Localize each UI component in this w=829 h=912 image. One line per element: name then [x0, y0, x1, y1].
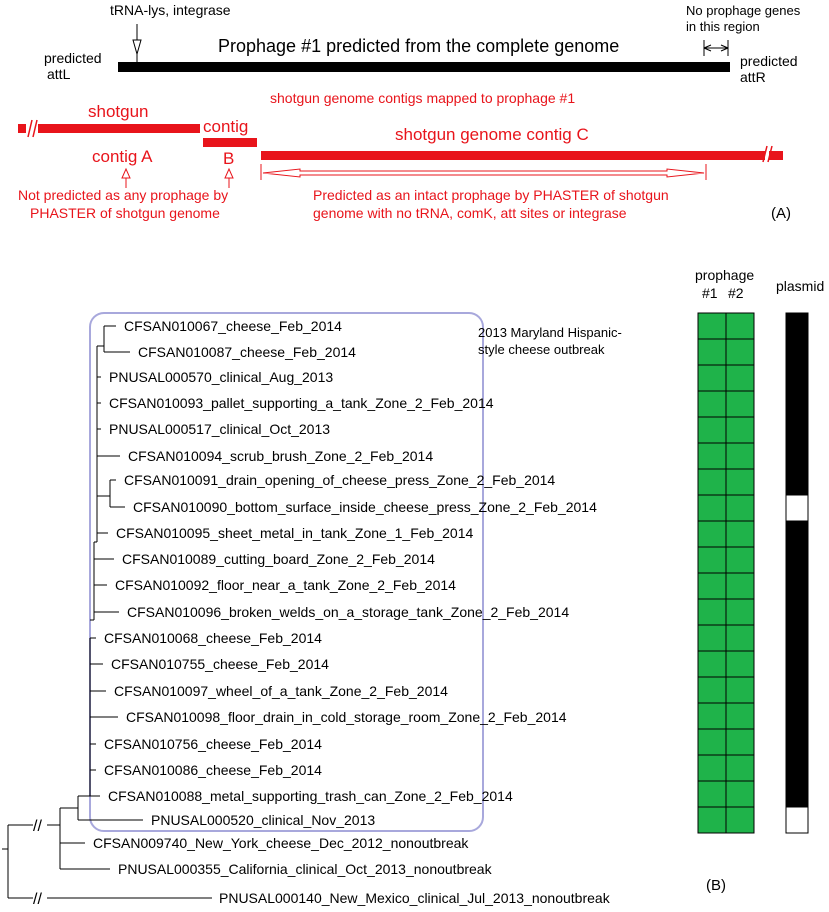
- prophage-2-cell: [726, 365, 754, 391]
- panel-a: [18, 2, 801, 222]
- plasmid-cell: [786, 651, 808, 677]
- no-prophage-label-1: No prophage genes: [686, 3, 801, 18]
- contig-c-label: shotgun genome contig C: [395, 125, 589, 144]
- taxon-label: CFSAN010093_pallet_supporting_a_tank_Zone_2_Feb_2014: [109, 395, 494, 411]
- prophage-2-cell: [726, 625, 754, 651]
- plasmid-cell: [786, 781, 808, 807]
- outbreak-box: [90, 313, 483, 831]
- plasmid-cell: [786, 469, 808, 495]
- contig-b-label-1: contig: [203, 117, 249, 136]
- prophage-1-cell: [698, 729, 726, 755]
- prophage-1-cell: [698, 391, 726, 417]
- branch-break-top: //: [33, 818, 42, 835]
- taxon-label: CFSAN010086_cheese_Feb_2014: [104, 762, 322, 778]
- prophage-2-cell: [726, 755, 754, 781]
- prophage-1-cell: [698, 443, 726, 469]
- panel-b-label: (B): [706, 877, 726, 894]
- prophage-2-cell: [726, 781, 754, 807]
- plasmid-cell: [786, 807, 808, 833]
- branch-break-bottom: //: [33, 891, 42, 908]
- contig-b-label-2: B: [223, 149, 235, 168]
- prophage-1-cell: [698, 547, 726, 573]
- note-ab-line-1: Not predicted as any prophage by: [18, 187, 229, 203]
- prophage-1-cell: [698, 625, 726, 651]
- taxon-label: CFSAN010067_cheese_Feb_2014: [124, 318, 342, 334]
- prophage-1-cell: [698, 469, 726, 495]
- plasmid-cell: [786, 599, 808, 625]
- taxon-label: CFSAN010089_cutting_board_Zone_2_Feb_2014: [122, 551, 435, 567]
- presence-grid: [698, 313, 808, 833]
- double-arrow-icon: [704, 45, 728, 51]
- prophage-2-cell: [726, 495, 754, 521]
- taxon-label: CFSAN010092_floor_near_a_tank_Zone_2_Feb_2014: [115, 577, 456, 593]
- taxon-label: CFSAN010095_sheet_metal_in_tank_Zone_1_Feb_2014: [116, 525, 474, 541]
- prophage-genome-bar: [118, 62, 730, 72]
- taxon-label: CFSAN010098_floor_drain_in_cold_storage_room_Zone_2_Feb_2014: [126, 709, 567, 725]
- plasmid-header: plasmid: [776, 278, 825, 294]
- attr-label-1: predicted: [740, 53, 798, 69]
- prophage-1-cell: [698, 703, 726, 729]
- prophage-1-cell: [698, 781, 726, 807]
- panel-a-label: (A): [771, 205, 791, 222]
- prophage-2-cell: [726, 391, 754, 417]
- contig-a-arrow-icon: [122, 169, 130, 188]
- prophage-2-cell: [726, 547, 754, 573]
- taxon-label: CFSAN010756_cheese_Feb_2014: [104, 736, 322, 752]
- taxon-label: CFSAN010755_cheese_Feb_2014: [111, 656, 329, 672]
- prophage-2-cell: [726, 469, 754, 495]
- taxon-label: PNUSAL000517_clinical_Oct_2013: [109, 421, 331, 437]
- prophage-1-cell: [698, 495, 726, 521]
- taxon-label: PNUSAL000570_clinical_Aug_2013: [109, 369, 334, 385]
- prophage-2-header: #2: [728, 285, 744, 301]
- taxon-label: PNUSAL000355_California_clinical_Oct_2013_nonoutbreak: [118, 861, 492, 877]
- prophage-1-cell: [698, 417, 726, 443]
- prophage-1-cell: [698, 651, 726, 677]
- outbreak-label-2: style cheese outbreak: [478, 342, 605, 357]
- outbreak-label-1: 2013 Maryland Hispanic-: [478, 325, 622, 340]
- plasmid-cell: [786, 495, 808, 521]
- prophage-2-cell: [726, 677, 754, 703]
- taxon-label: CFSAN010094_scrub_brush_Zone_2_Feb_2014: [128, 448, 434, 464]
- plasmid-cell: [786, 521, 808, 547]
- taxon-label: CFSAN010068_cheese_Feb_2014: [104, 630, 322, 646]
- taxon-label: CFSAN010096_broken_welds_on_a_storage_tank_Zone_2_Feb_2014: [127, 604, 570, 620]
- taxon-label: CFSAN009740_New_York_cheese_Dec_2012_nonoutbreak: [93, 835, 469, 851]
- taxon-label: CFSAN010088_metal_supporting_trash_can_Zone_2_Feb_2014: [108, 788, 513, 804]
- plasmid-cell: [786, 339, 808, 365]
- prophage-1-header: #1: [702, 285, 718, 301]
- plasmid-cell: [786, 573, 808, 599]
- prophage-1-cell: [698, 755, 726, 781]
- plasmid-cell: [786, 443, 808, 469]
- trna-label: tRNA-lys, integrase: [110, 2, 231, 18]
- prophage-2-cell: [726, 339, 754, 365]
- note-ab-line-2: PHASTER of shotgun genome: [30, 205, 220, 221]
- attl-label-1: predicted: [44, 50, 102, 66]
- contig-b-bar: [203, 138, 257, 147]
- prophage-1-cell: [698, 365, 726, 391]
- plasmid-cell: [786, 313, 808, 339]
- plasmid-cell: [786, 417, 808, 443]
- contig-c-range-arrow-icon: [263, 169, 704, 177]
- plasmid-cell: [786, 365, 808, 391]
- prophage-2-cell: [726, 521, 754, 547]
- plasmid-cell: [786, 729, 808, 755]
- taxon-label: CFSAN010091_drain_opening_of_cheese_press_Zone_2_Feb_2014: [124, 472, 556, 488]
- prophage-2-cell: [726, 313, 754, 339]
- contig-a-label-1: shotgun: [88, 102, 149, 121]
- no-prophage-label-2: in this region: [686, 19, 760, 34]
- contig-c-bar: [261, 151, 765, 160]
- prophage-title: Prophage #1 predicted from the complete genome: [218, 36, 620, 56]
- prophage-1-cell: [698, 339, 726, 365]
- contig-b-arrow-icon: [225, 169, 233, 188]
- prophage-2-cell: [726, 729, 754, 755]
- prophage-header: prophage: [695, 267, 755, 283]
- taxon-label: PNUSAL000520_clinical_Nov_2013: [151, 812, 376, 828]
- prophage-2-cell: [726, 599, 754, 625]
- trna-arrow-icon: [133, 24, 141, 54]
- panel-b: [2, 267, 824, 908]
- note-c-line-2: genome with no tRNA, comK, att sites or integrase: [313, 205, 627, 221]
- prophage-1-cell: [698, 807, 726, 833]
- attl-label-2: attL: [47, 66, 71, 82]
- prophage-2-cell: [726, 807, 754, 833]
- prophage-2-cell: [726, 573, 754, 599]
- prophage-2-cell: [726, 651, 754, 677]
- prophage-2-cell: [726, 703, 754, 729]
- plasmid-cell: [786, 625, 808, 651]
- prophage-1-cell: [698, 313, 726, 339]
- plasmid-cell: [786, 703, 808, 729]
- plasmid-cell: [786, 755, 808, 781]
- prophage-1-cell: [698, 599, 726, 625]
- prophage-2-cell: [726, 443, 754, 469]
- prophage-1-cell: [698, 521, 726, 547]
- mapped-contigs-label: shotgun genome contigs mapped to prophage #1: [270, 90, 576, 106]
- prophage-1-cell: [698, 573, 726, 599]
- taxon-label: CFSAN010097_wheel_of_a_tank_Zone_2_Feb_2014: [114, 683, 448, 699]
- taxon-label: CFSAN010090_bottom_surface_inside_cheese_press_Zone_2_Feb_2014: [133, 499, 597, 515]
- contig-a-label-2: contig A: [92, 147, 153, 166]
- taxon-label: CFSAN010087_cheese_Feb_2014: [138, 344, 356, 360]
- plasmid-cell: [786, 391, 808, 417]
- plasmid-cell: [786, 547, 808, 573]
- prophage-2-cell: [726, 417, 754, 443]
- contig-a-bar-end: [18, 124, 26, 133]
- attr-label-2: attR: [740, 69, 766, 85]
- contig-a-bar: [34, 124, 200, 133]
- note-c-line-1: Predicted as an intact prophage by PHASTER of shotgun: [313, 187, 669, 203]
- plasmid-cell: [786, 677, 808, 703]
- taxon-label: PNUSAL000140_New_Mexico_clinical_Jul_2013_nonoutbreak: [219, 890, 610, 906]
- prophage-1-cell: [698, 677, 726, 703]
